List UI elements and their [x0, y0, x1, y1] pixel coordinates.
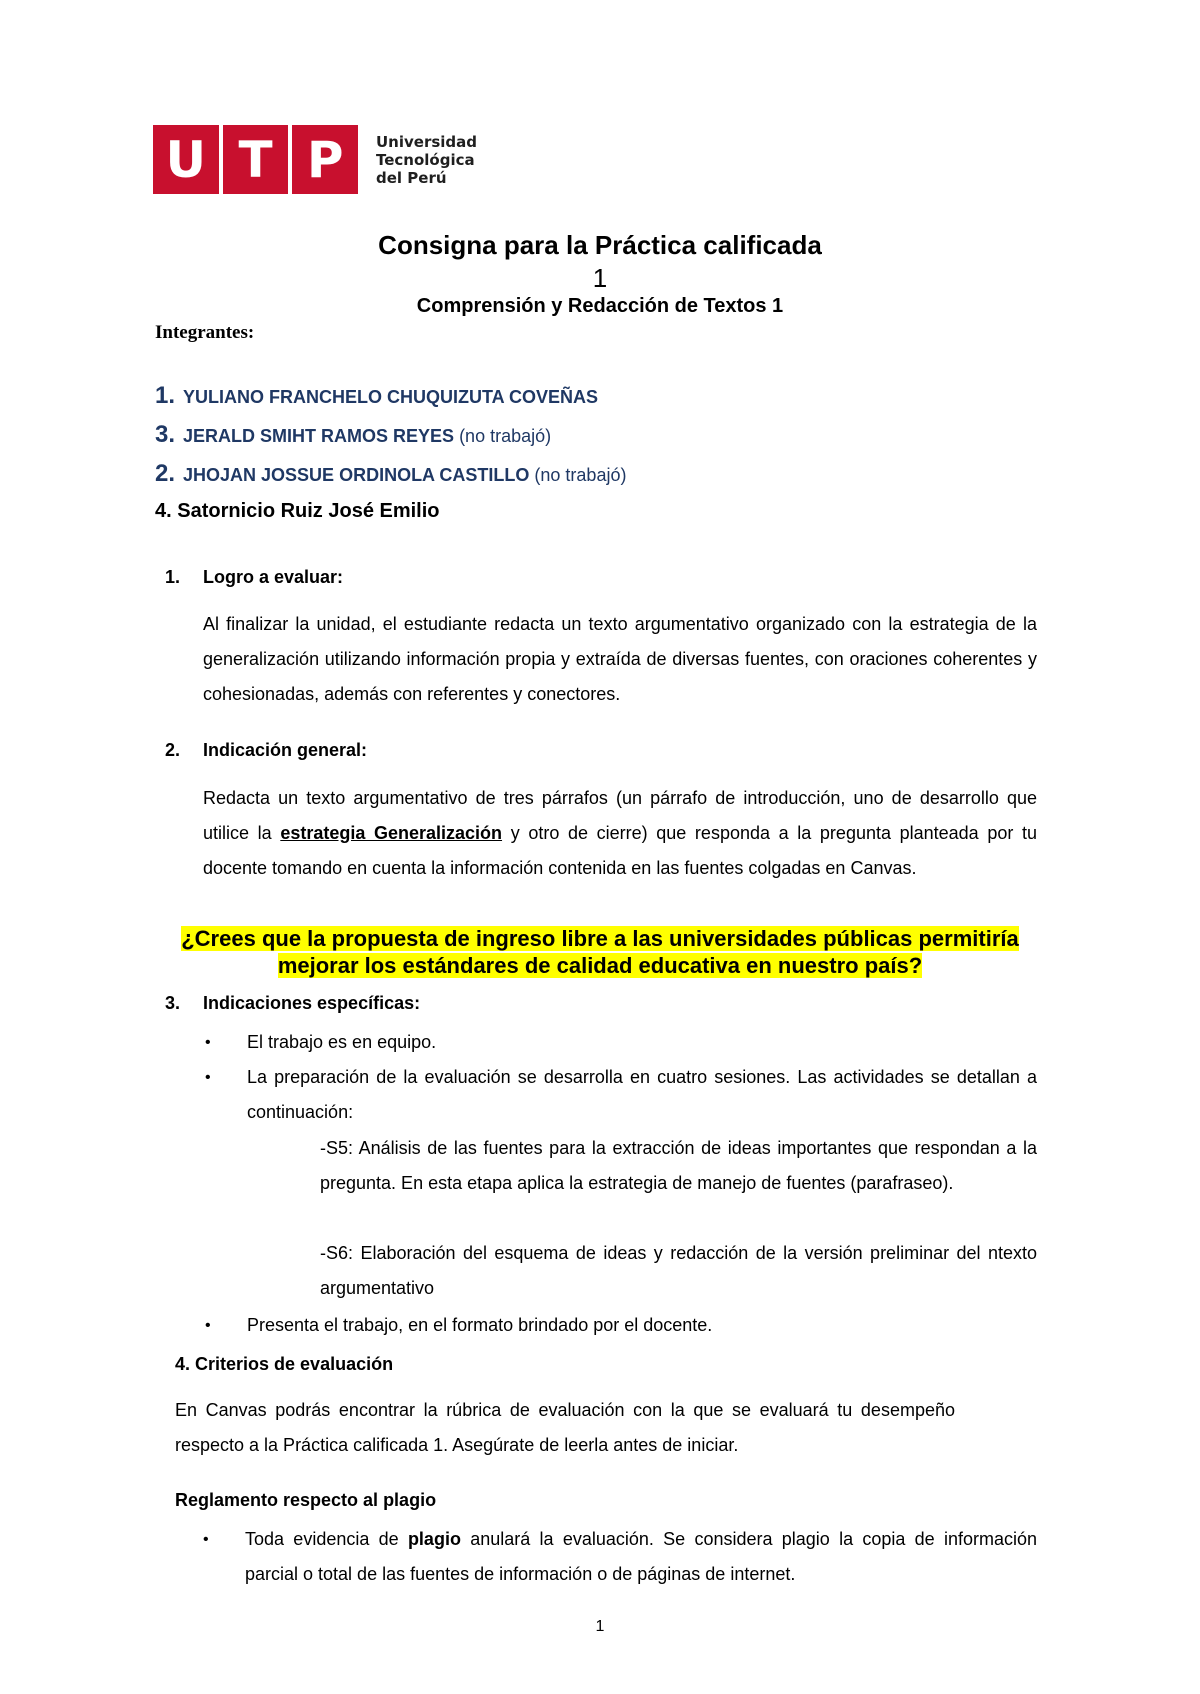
logo-letter-p: P	[306, 130, 344, 189]
list-item	[203, 1522, 1037, 1592]
paragraph-text: y otro de cierre) que responda a la pregunta planteada por tu docente tomando en cuenta la información contenida en las fuentes colgadas en Canvas.	[203, 823, 1037, 878]
list-item-text: anulará la evaluación. Se considera plagio la copia de información parcial o total de las fuentes de información o de páginas de internet.	[245, 1529, 1037, 1584]
list-item	[205, 1060, 1037, 1130]
logo-wordmark	[376, 133, 477, 187]
member-note: (no trabajó)	[459, 426, 552, 446]
page-number: 1	[595, 1618, 605, 1635]
logo-line: Tecnológica	[376, 150, 475, 169]
list-item	[205, 1025, 1037, 1060]
highlighted-question	[150, 925, 1050, 979]
section-title: Indicaciones específicas:	[203, 993, 421, 1013]
list-item-text: Presenta el trabajo, en el formato brindado por el docente.	[247, 1315, 713, 1335]
section-paragraph: Al finalizar la unidad, el estudiante redacta un texto argumentativo organizado con la estrategia de la generalización utilizando información propia y extraída de diversas fuentes, con oraciones coherentes y cohesionadas, además con referentes y conectores.	[203, 614, 1037, 704]
section-number: 2.	[165, 740, 181, 760]
logo-line: Universidad	[376, 132, 478, 151]
member-item	[155, 460, 626, 488]
underlined-strategy: estrategia Generalización	[280, 823, 503, 843]
bullet-icon: •	[203, 1531, 209, 1548]
section-heading	[165, 993, 420, 1014]
member-note: (no trabajó)	[534, 465, 627, 485]
logo-line: del Perú	[376, 168, 447, 187]
list-item-text: El trabajo es en equipo.	[247, 1032, 437, 1052]
member-item	[155, 421, 551, 449]
section-number: 1.	[165, 567, 181, 587]
logo-letter-t: T	[238, 130, 273, 189]
session-detail: -S5: Análisis de las fuentes para la extracción de ideas importantes que respondan a la pregunta. En esta etapa aplica la estrategia de manejo de fuentes (parafraseo).	[320, 1138, 1037, 1193]
paragraph-text: Redacta un texto argumentativo de tres párrafos (un párrafo de introducción, uno de desarrollo que utilice la	[203, 788, 1037, 843]
question-line: ¿Crees que la propuesta de ingreso libre a las universidades públicas permitiría	[181, 926, 1019, 951]
plagio-heading: Reglamento respecto al plagio	[175, 1490, 437, 1510]
course-subtitle: Comprensión y Redacción de Textos 1	[416, 295, 784, 317]
member-name: JHOJAN JOSSUE ORDINOLA CASTILLO	[183, 465, 530, 485]
bullet-icon: •	[205, 1069, 211, 1086]
list-item	[205, 1308, 1037, 1343]
question-line: mejorar los estándares de calidad educativa en nuestro país?	[277, 953, 923, 978]
section-heading: 4. Criterios de evaluación	[175, 1354, 394, 1374]
member-number: 2.	[155, 460, 176, 487]
section-heading	[165, 740, 367, 761]
document-title: Consigna para la Práctica calificada	[378, 230, 822, 260]
section-paragraph: En Canvas podrás encontrar la rúbrica de evaluación con la que se evaluará tu desempeño respecto a la Práctica calificada 1. Asegúrate de leerla antes de iniciar.	[175, 1400, 955, 1455]
document-title-number: 1	[592, 263, 608, 293]
member-item	[155, 382, 598, 410]
list-item-text: Toda evidencia de	[245, 1529, 399, 1549]
logo-letter-u: U	[165, 130, 207, 189]
section-number: 3.	[165, 993, 181, 1013]
bullet-icon: •	[205, 1317, 211, 1334]
session-detail: -S6: Elaboración del esquema de ideas y redacción de la versión preliminar del ntexto argumentativo	[320, 1243, 1037, 1298]
member-name: YULIANO FRANCHELO CHUQUIZUTA COVEÑAS	[183, 387, 599, 407]
bullet-icon: •	[205, 1034, 211, 1051]
list-item-text: La preparación de la evaluación se desarrolla en cuatro sesiones. Las actividades se detallan a continuación:	[247, 1067, 1037, 1122]
bold-word: plagio	[407, 1529, 461, 1549]
section-paragraph	[203, 781, 1037, 886]
member-number: 3.	[155, 421, 176, 448]
section-title: Indicación general:	[203, 740, 368, 760]
utp-letters	[153, 125, 358, 194]
member-item: 4. Satornicio Ruiz José Emilio	[155, 500, 440, 522]
utp-logo	[153, 125, 477, 194]
member-number: 1.	[155, 382, 176, 409]
section-heading	[165, 567, 343, 588]
member-name: JERALD SMIHT RAMOS REYES	[183, 426, 455, 446]
integrantes-label: Integrantes:	[155, 322, 255, 343]
section-title: Logro a evaluar:	[203, 567, 344, 587]
